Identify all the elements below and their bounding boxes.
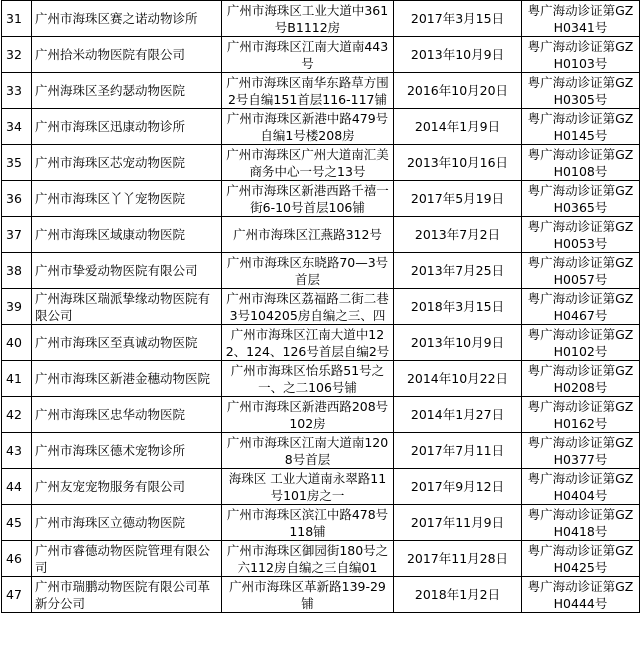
clinic-address: 海珠区 工业大道南永翠路11号101房之一 [222,469,394,505]
clinic-table [1,0,640,613]
certificate-number: 粤广海动诊证第GZH0467号 [522,289,640,325]
row-number: 35 [2,145,32,181]
clinic-address: 广州市海珠区荔福路二街二巷3号104205房自编之三、四 [222,289,394,325]
table-row [2,109,640,145]
table-row [2,145,640,181]
issue-date: 2017年11月9日 [394,505,522,541]
clinic-address: 广州市海珠区南华东路草方围2号自编151首层116-117铺 [222,73,394,109]
clinic-name: 广州市睿德动物医院管理有限公司 [32,541,222,577]
clinic-address: 广州市海珠区御园街180号之六112房自编之三自编01 [222,541,394,577]
issue-date: 2018年1月2日 [394,577,522,613]
issue-date: 2014年1月9日 [394,109,522,145]
clinic-address: 广州市海珠区江南大道南443号 [222,37,394,73]
row-number: 34 [2,109,32,145]
certificate-number: 粤广海动诊证第GZH0365号 [522,181,640,217]
table-row [2,37,640,73]
clinic-address: 广州市海珠区工业大道中361号B1112房 [222,1,394,37]
clinic-name: 广州市海珠区赛之诺动物诊所 [32,1,222,37]
issue-date: 2017年9月12日 [394,469,522,505]
row-number: 32 [2,37,32,73]
row-number: 40 [2,325,32,361]
issue-date: 2016年10月20日 [394,73,522,109]
table-row [2,181,640,217]
table-row [2,73,640,109]
issue-date: 2014年1月27日 [394,397,522,433]
certificate-number: 粤广海动诊证第GZH0103号 [522,37,640,73]
certificate-number: 粤广海动诊证第GZH0208号 [522,361,640,397]
row-number: 39 [2,289,32,325]
certificate-number: 粤广海动诊证第GZH0305号 [522,73,640,109]
table-row [2,253,640,289]
row-number: 46 [2,541,32,577]
certificate-number: 粤广海动诊证第GZH0377号 [522,433,640,469]
clinic-name: 广州市海珠区新港金穗动物医院 [32,361,222,397]
table-row [2,289,640,325]
certificate-number: 粤广海动诊证第GZH0162号 [522,397,640,433]
issue-date: 2013年10月9日 [394,325,522,361]
clinic-address: 广州市海珠区新港西路千禧一街6-10号首层106铺 [222,181,394,217]
table-row [2,433,640,469]
table-row [2,469,640,505]
row-number: 45 [2,505,32,541]
table-row [2,325,640,361]
issue-date: 2013年7月2日 [394,217,522,253]
clinic-name: 广州海珠区瑞派挚缘动物医院有限公司 [32,289,222,325]
clinic-name: 广州市海珠区丫丫宠物医院 [32,181,222,217]
clinic-address: 广州市海珠区新港中路479号自编1号楼208房 [222,109,394,145]
certificate-number: 粤广海动诊证第GZH0444号 [522,577,640,613]
issue-date: 2013年10月9日 [394,37,522,73]
row-number: 38 [2,253,32,289]
issue-date: 2017年11月28日 [394,541,522,577]
clinic-address: 广州市海珠区滨江中路478号118铺 [222,505,394,541]
table-row [2,577,640,613]
row-number: 44 [2,469,32,505]
certificate-number: 粤广海动诊证第GZH0053号 [522,217,640,253]
clinic-address: 广州市海珠区新港西路208号102房 [222,397,394,433]
issue-date: 2013年7月25日 [394,253,522,289]
clinic-name: 广州市海珠区忠华动物医院 [32,397,222,433]
issue-date: 2013年10月16日 [394,145,522,181]
row-number: 36 [2,181,32,217]
clinic-address: 广州市海珠区怡乐路51号之一、之二106号铺 [222,361,394,397]
row-number: 42 [2,397,32,433]
clinic-name: 广州市海珠区德术宠物诊所 [32,433,222,469]
certificate-number: 粤广海动诊证第GZH0425号 [522,541,640,577]
certificate-number: 粤广海动诊证第GZH0145号 [522,109,640,145]
clinic-address: 广州市海珠区江燕路312号 [222,217,394,253]
certificate-number: 粤广海动诊证第GZH0404号 [522,469,640,505]
clinic-address: 广州市海珠区东晓路70—3号首层 [222,253,394,289]
clinic-name: 广州友宠宠物服务有限公司 [32,469,222,505]
clinic-name: 广州市海珠区域康动物医院 [32,217,222,253]
certificate-number: 粤广海动诊证第GZH0108号 [522,145,640,181]
clinic-name: 广州海珠区圣约瑟动物医院 [32,73,222,109]
certificate-number: 粤广海动诊证第GZH0102号 [522,325,640,361]
certificate-number: 粤广海动诊证第GZH0418号 [522,505,640,541]
row-number: 33 [2,73,32,109]
clinic-name: 广州市海珠区立德动物医院 [32,505,222,541]
certificate-number: 粤广海动诊证第GZH0341号 [522,1,640,37]
table-row [2,217,640,253]
table-row [2,361,640,397]
clinic-table-body [2,1,640,613]
clinic-name: 广州市海珠区芯宠动物医院 [32,145,222,181]
issue-date: 2018年3月15日 [394,289,522,325]
row-number: 47 [2,577,32,613]
clinic-address: 广州市海珠区广州大道南汇美商务中心一号之13号 [222,145,394,181]
table-row [2,505,640,541]
clinic-address: 广州市海珠区革新路139-29铺 [222,577,394,613]
clinic-name: 广州市瑞鹏动物医院有限公司革新分公司 [32,577,222,613]
clinic-address: 广州市海珠区江南大道南1208号首层 [222,433,394,469]
row-number: 37 [2,217,32,253]
clinic-name: 广州市海珠区迅康动物诊所 [32,109,222,145]
issue-date: 2017年7月11日 [394,433,522,469]
table-row [2,541,640,577]
clinic-name: 广州市海珠区至真诚动物医院 [32,325,222,361]
certificate-number: 粤广海动诊证第GZH0057号 [522,253,640,289]
row-number: 31 [2,1,32,37]
clinic-address: 广州市海珠区江南大道中122、124、126号首层自编2号 [222,325,394,361]
row-number: 43 [2,433,32,469]
issue-date: 2017年5月19日 [394,181,522,217]
table-row [2,397,640,433]
clinic-name: 广州拾米动物医院有限公司 [32,37,222,73]
issue-date: 2017年3月15日 [394,1,522,37]
issue-date: 2014年10月22日 [394,361,522,397]
table-row [2,1,640,37]
row-number: 41 [2,361,32,397]
clinic-name: 广州市挚爱动物医院有限公司 [32,253,222,289]
